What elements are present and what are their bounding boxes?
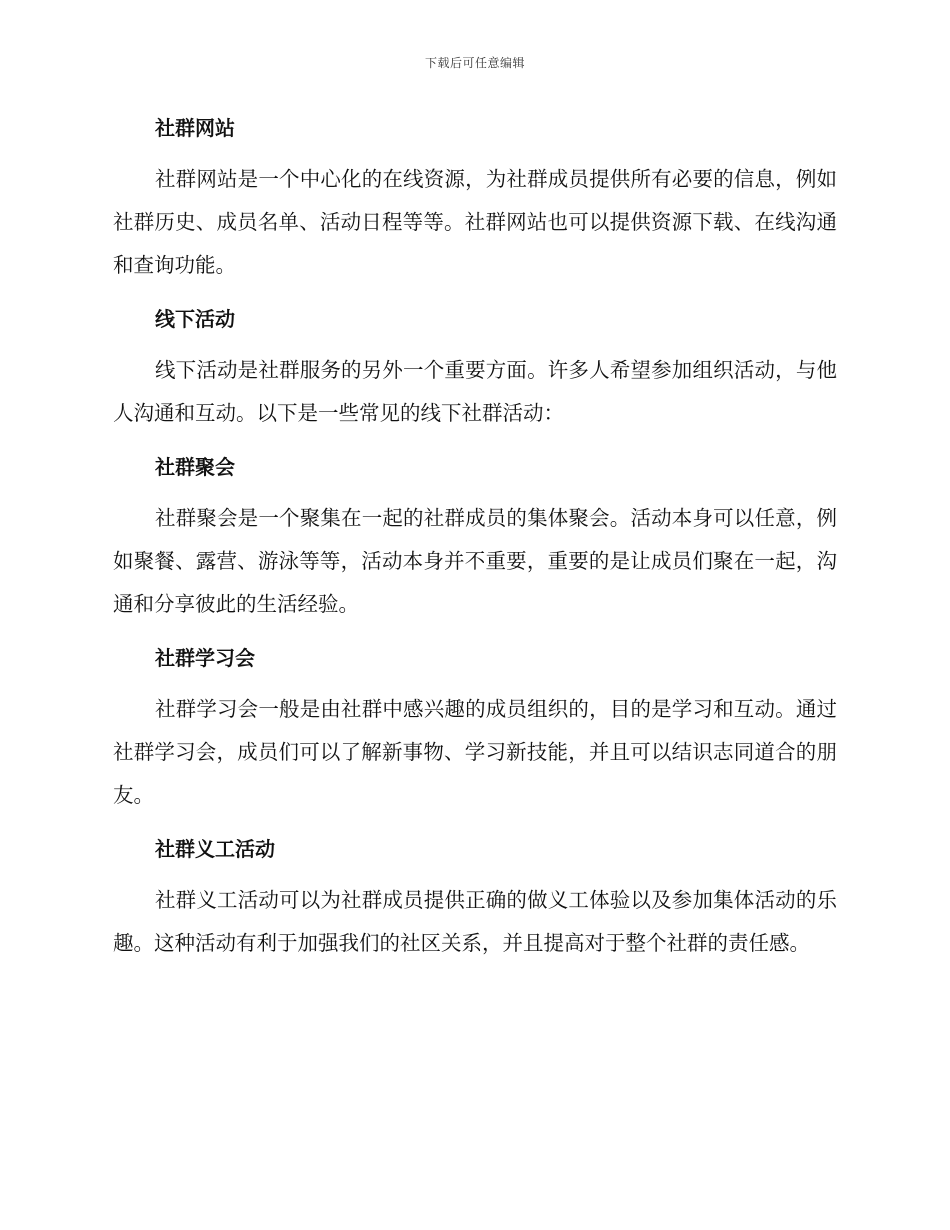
section-community-gathering: [113, 447, 837, 626]
document-body: [113, 108, 837, 977]
section-community-volunteer: [113, 829, 837, 965]
section-heading: 社群网站: [155, 116, 235, 140]
section-offline-activities: [113, 299, 837, 435]
section-community-study-group: [113, 638, 837, 817]
section-paragraph: 社群义工活动可以为社群成员提供正确的做义工体验以及参加集体活动的乐趣。这种活动有利于加强我们的社区关系，并且提高对于整个社群的责任感。: [113, 888, 837, 955]
section-heading: 社群聚会: [155, 455, 235, 479]
section-paragraph: 社群学习会一般是由社群中感兴趣的成员组织的，目的是学习和互动。通过社群学习会，成员们可以了解新事物、学习新技能，并且可以结识志同道合的朋友。: [113, 697, 837, 807]
section-community-website: [113, 108, 837, 287]
section-heading: 社群学习会: [155, 646, 255, 670]
section-paragraph: 社群聚会是一个聚集在一起的社群成员的集体聚会。活动本身可以任意，例如聚餐、露营、游泳等等，活动本身并不重要，重要的是让成员们聚在一起，沟通和分享彼此的生活经验。: [113, 506, 837, 616]
header-note: 下载后可任意编辑: [424, 56, 525, 70]
section-heading: 社群义工活动: [155, 837, 275, 861]
section-paragraph: 线下活动是社群服务的另外一个重要方面。许多人希望参加组织活动，与他人沟通和互动。以下是一些常见的线下社群活动：: [113, 358, 837, 425]
section-paragraph: 社群网站是一个中心化的在线资源，为社群成员提供所有必要的信息，例如社群历史、成员名单、活动日程等等。社群网站也可以提供资源下载、在线沟通和查询功能。: [113, 167, 837, 277]
section-heading: 线下活动: [155, 307, 235, 331]
